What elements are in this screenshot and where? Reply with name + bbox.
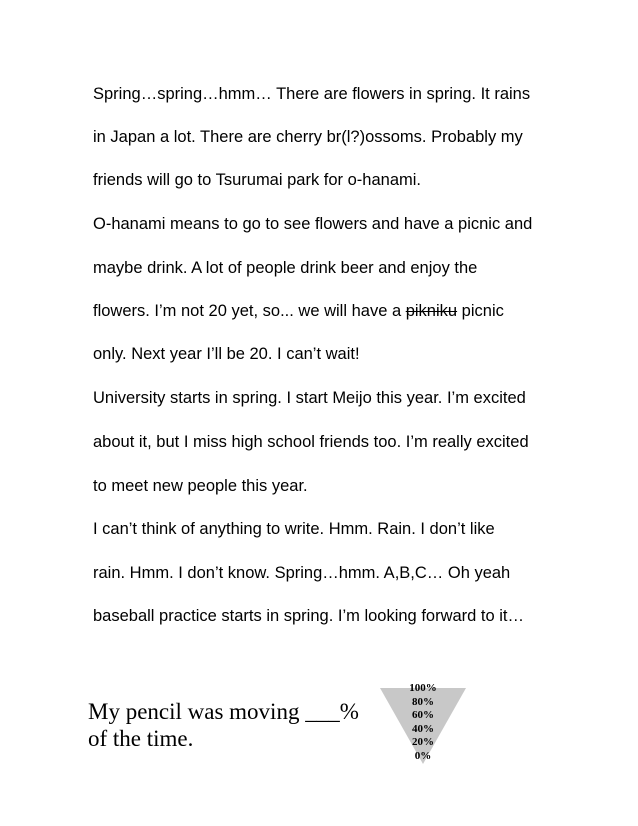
essay-line: I can’t think of anything to write. Hmm. Rain. I don’t like [93,520,495,538]
gauge-level-label: 40% [412,722,434,735]
essay-line: baseball practice starts in spring. I’m looking forward to it… [93,607,525,625]
gauge-level-label: 20% [412,736,434,748]
prompt-line-2: of the time. [88,726,194,751]
gauge-levels [380,682,466,763]
self-assessment-prompt [88,698,359,752]
prompt-line-1: My pencil was moving ___% [88,699,359,724]
gauge-level-label: 100% [409,682,437,694]
struck-out-word: pikniku [405,302,458,320]
essay-line: maybe drink. A lot of people drink beer and enjoy the [93,259,478,277]
essay-line: about it, but I miss high school friends too. I’m really excited [93,433,529,451]
essay-line: University starts in spring. I start Meijo this year. I’m excited [93,389,526,407]
percentage-gauge [380,682,466,766]
essay-line: in Japan a lot. There are cherry br(l?)ossoms. Probably my [93,128,523,146]
essay-line-with-correction [93,302,504,321]
essay-line: only. Next year I’ll be 20. I can’t wait! [93,345,360,363]
essay-text-before-correction: flowers. I’m not 20 yet, so... we will have a [93,302,406,320]
essay-line: Spring…spring…hmm… There are flowers in spring. It rains [93,85,531,103]
essay-line: O-hanami means to go to see flowers and have a picnic and [93,215,533,233]
gauge-level-label: 60% [412,709,434,721]
essay-line: rain. Hmm. I don’t know. Spring…hmm. A,B,C… Oh yeah [93,564,511,582]
gauge-level-label: 80% [412,695,434,708]
essay-text-after-correction: picnic [457,302,504,320]
gauge-level-label: 0% [414,749,432,762]
essay-line: friends will go to Tsurumai park for o-hanami. [93,171,422,189]
essay-line: to meet new people this year. [93,477,308,495]
